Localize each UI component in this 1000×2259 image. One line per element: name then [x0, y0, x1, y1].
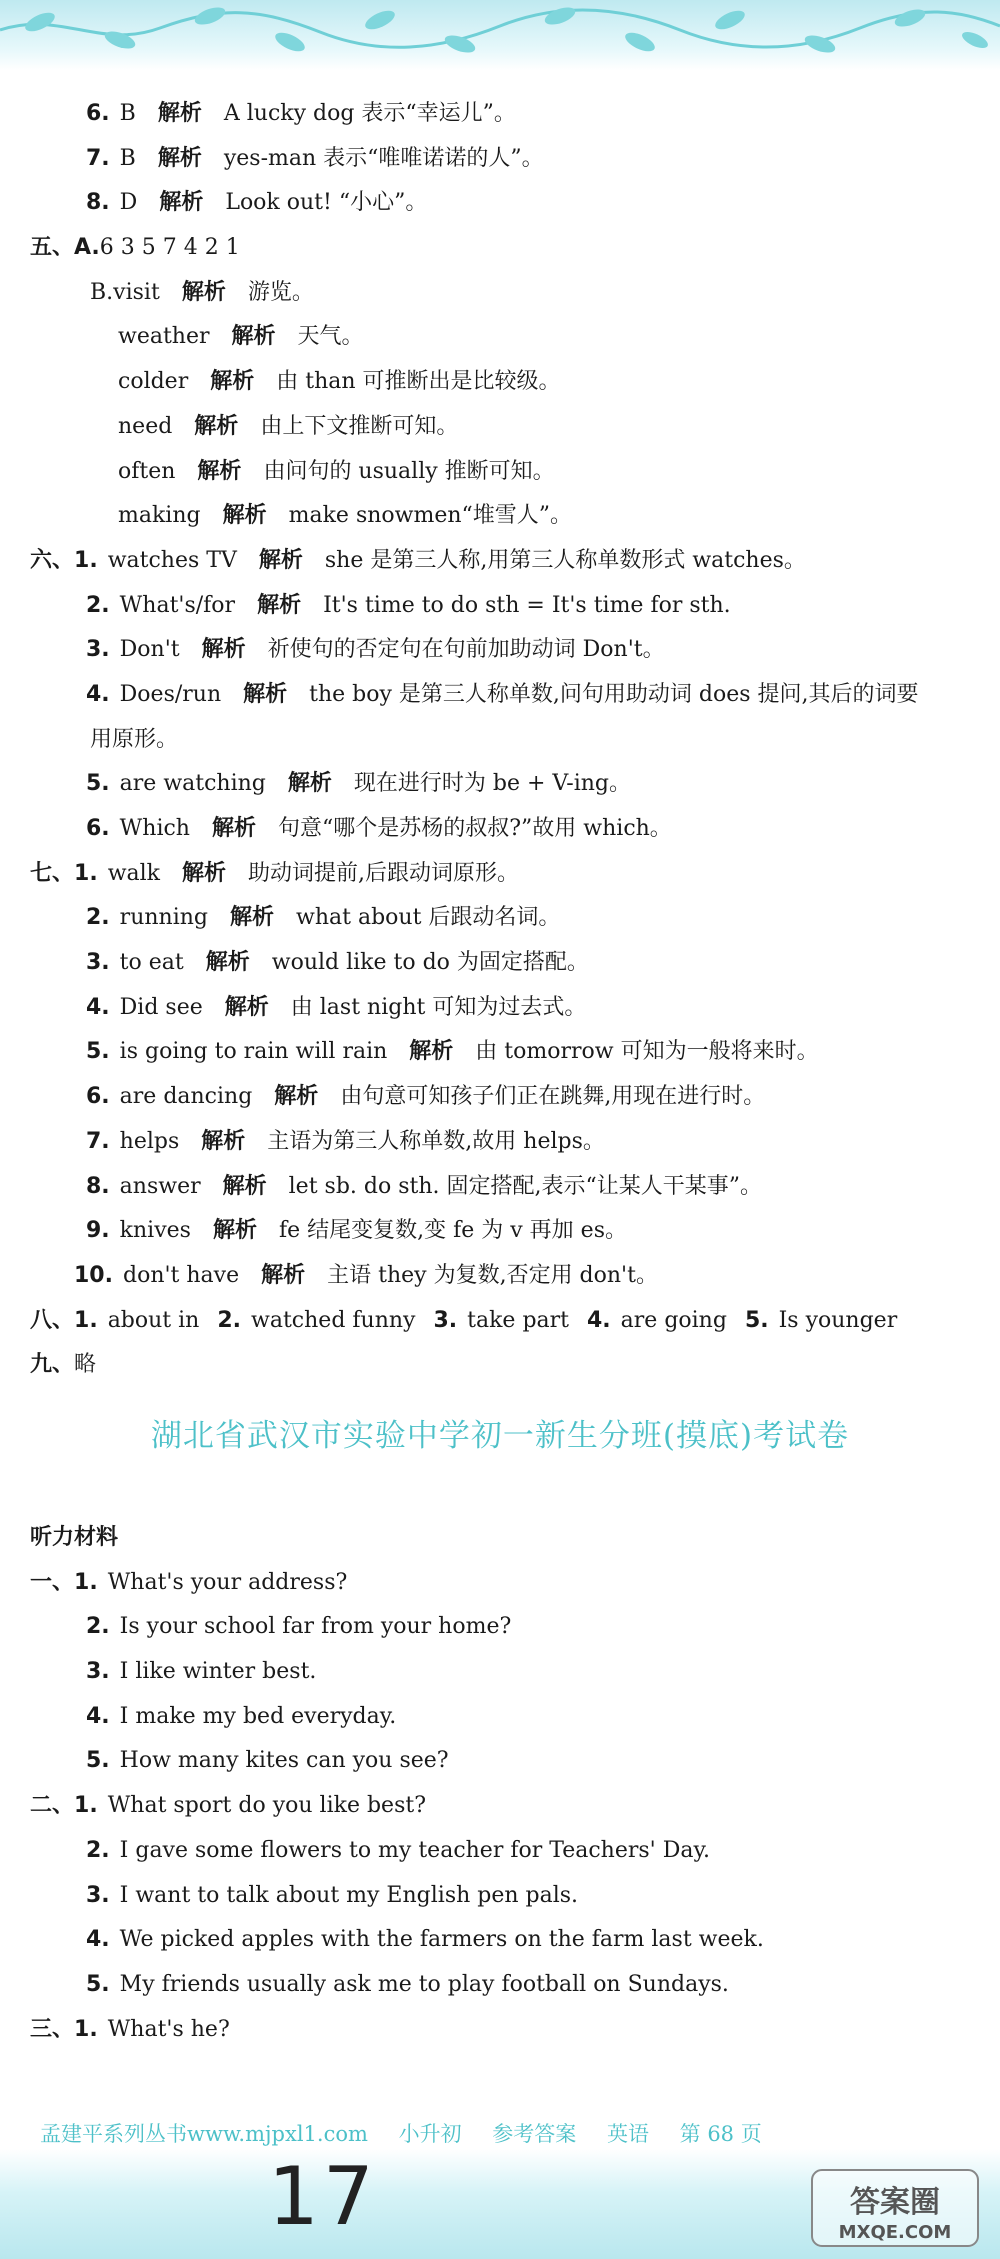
analysis-label: 解析 — [159, 190, 204, 216]
analysis-label: 解析 — [197, 458, 242, 484]
item-number: 3. — [86, 950, 110, 976]
answer: What's/for — [119, 592, 236, 618]
answer-line — [30, 271, 970, 316]
listening-line — [30, 1918, 970, 1963]
analysis-label: 解析 — [222, 503, 267, 529]
listening-sentence: What sport do you like best? — [107, 1793, 426, 1819]
item-number: 7. — [86, 145, 110, 171]
listening-line — [30, 1739, 970, 1784]
answer: need — [118, 413, 173, 439]
watermark-logo-icon — [810, 2168, 980, 2248]
explanation: 用原形。 — [90, 726, 179, 752]
answer: Is younger — [778, 1307, 898, 1333]
analysis-label: 解析 — [261, 1262, 306, 1288]
answer-line — [30, 1120, 970, 1165]
answer-continuation — [30, 718, 970, 763]
exam-title: 湖北省武汉市实验中学初一新生分班(摸底)考试卷 — [150, 1418, 850, 1454]
answer: Does/run — [119, 681, 222, 707]
answer: is going to rain will rain — [119, 1039, 388, 1065]
listening-sentence: My friends usually ask me to play football on Sundays. — [119, 1971, 729, 1997]
footer-subject: 英语 — [606, 2122, 649, 2146]
listening-sentence: I want to talk about my English pen pals. — [119, 1882, 579, 1908]
listening-line — [30, 1784, 970, 1829]
footer-page-number: 第 68 页 — [679, 2122, 762, 2146]
analysis-label: 解析 — [231, 324, 276, 350]
explanation: she 是第三人称,用第三人称单数形式 watches。 — [324, 547, 806, 573]
explanation: what about 后跟动名词。 — [296, 905, 561, 931]
item-number: 1. — [74, 547, 98, 573]
explanation: 由 tomorrow 可知为一般将来时。 — [475, 1039, 819, 1065]
answer: are going — [620, 1307, 727, 1333]
answer-line — [30, 1343, 970, 1388]
item-number: 3. — [86, 637, 110, 663]
answer: answer — [119, 1173, 201, 1199]
item-number: 2. — [86, 905, 110, 931]
analysis-label: 解析 — [257, 592, 302, 618]
listening-line — [30, 1605, 970, 1650]
answer: take part — [467, 1307, 569, 1333]
answer: about in — [107, 1307, 200, 1333]
analysis-label: 解析 — [287, 771, 332, 797]
answer-line — [30, 494, 970, 539]
listening-line — [30, 1695, 970, 1740]
item-number: 1. — [74, 1307, 98, 1333]
answer-line — [30, 1209, 970, 1254]
section-label: 二、 — [30, 1793, 75, 1819]
answer: 6 3 5 7 4 2 1 — [99, 235, 240, 261]
listening-line — [30, 1963, 970, 2008]
answer-line — [30, 539, 970, 584]
explanation: yes-man 表示“唯唯诺诺的人”。 — [223, 145, 544, 171]
section-label: 六、 — [30, 547, 75, 573]
answer-line — [30, 405, 970, 450]
listening-line — [30, 1650, 970, 1695]
item-number: 1. — [74, 860, 98, 886]
item-number: 10. — [74, 1262, 113, 1288]
watermark-url: MXQE.COM — [838, 2222, 952, 2243]
answer: Don't — [119, 637, 180, 663]
listening-sentence: We picked apples with the farmers on the farm last week. — [119, 1927, 764, 1953]
listening-content — [30, 1516, 970, 2052]
analysis-label: 解析 — [157, 145, 202, 171]
item-number: 8. — [86, 1173, 110, 1199]
item-number: 5. — [86, 771, 110, 797]
explanation: 由 last night 可知为过去式。 — [290, 994, 587, 1020]
footer-grade: 小升初 — [398, 2122, 462, 2146]
answer-line — [30, 807, 970, 852]
answer-line — [30, 1299, 970, 1344]
item-number: 3. — [86, 1882, 110, 1908]
explanation: 祈使句的否定句在句前加助动词 Don't。 — [267, 637, 665, 663]
analysis-label: 解析 — [274, 1084, 319, 1110]
item-number: 2. — [86, 592, 110, 618]
explanation: 天气。 — [297, 324, 364, 350]
item-number: 3. — [433, 1307, 458, 1333]
answer-line — [30, 941, 970, 986]
analysis-label: 解析 — [157, 101, 202, 126]
answer: watched funny — [251, 1307, 416, 1333]
analysis-label: 解析 — [222, 1173, 267, 1199]
item-number: 4. — [587, 1307, 611, 1333]
listening-line — [30, 1561, 970, 1606]
answer-line — [30, 315, 970, 360]
item-number: 2. — [86, 1837, 110, 1863]
item-number: 1. — [74, 1569, 98, 1595]
answer-line — [30, 986, 970, 1031]
answer: making — [118, 503, 201, 529]
item-number: 8. — [86, 190, 110, 216]
analysis-label: 解析 — [194, 413, 239, 439]
answer: weather — [118, 324, 210, 350]
explanation: the boy 是第三人称单数,问句用助动词 does 提问,其后的词要 — [309, 681, 919, 707]
listening-sentence: Is your school far from your home? — [119, 1614, 512, 1640]
listening-sentence: How many kites can you see? — [119, 1748, 449, 1774]
answer: Which — [119, 816, 190, 841]
answer-line — [30, 1030, 970, 1075]
item-number: 6. — [86, 1084, 110, 1110]
analysis-label: 解析 — [409, 1039, 454, 1065]
explanation: 现在进行时为 be + V-ing。 — [353, 771, 632, 797]
page-footer — [40, 2118, 960, 2148]
explanation: Look out! “小心”。 — [225, 190, 428, 216]
footer-series: 孟建平系列丛书www.mjpxl1.com — [40, 2122, 368, 2146]
answer-line — [30, 1075, 970, 1120]
answer-content — [30, 92, 970, 1388]
analysis-label: 解析 — [229, 905, 274, 931]
handwritten-page-number: 17 — [268, 2150, 378, 2243]
answer-line — [30, 896, 970, 941]
answer: D — [119, 190, 138, 216]
analysis-label: 解析 — [182, 860, 227, 886]
answer: B — [119, 145, 136, 171]
analysis-label: 解析 — [211, 816, 256, 841]
explanation: A lucky dog 表示“幸运儿”。 — [223, 101, 516, 126]
answer-line — [30, 92, 970, 137]
answer-line — [30, 1254, 970, 1299]
answer: Did see — [119, 994, 203, 1020]
analysis-label: 解析 — [224, 994, 269, 1020]
answer-line — [30, 628, 970, 673]
item-number: 4. — [86, 681, 110, 707]
answer: 略 — [74, 1352, 97, 1378]
explanation: 助动词提前,后跟动词原形。 — [248, 860, 520, 886]
explanation: 由 than 可推断出是比较级。 — [276, 369, 561, 395]
vine-border-icon — [0, 0, 1000, 70]
answer: knives — [119, 1218, 191, 1244]
footer-answer-label: 参考答案 — [492, 2122, 577, 2146]
section-label: 九、 — [30, 1352, 75, 1378]
explanation: 句意“哪个是苏杨的叔叔?”故用 which。 — [278, 816, 672, 841]
answer: to eat — [119, 950, 184, 976]
listening-title: 听力材料 — [30, 1525, 119, 1550]
answer: often — [118, 458, 176, 484]
section-label: 七、 — [30, 860, 75, 886]
answer-line — [30, 181, 970, 226]
listening-sentence: What's he? — [107, 2016, 230, 2042]
listening-sentence: What's your address? — [107, 1569, 348, 1595]
explanation: 由句意可知孩子们正在跳舞,用现在进行时。 — [340, 1084, 766, 1110]
listening-sentence: I gave some flowers to my teacher for Teachers' Day. — [119, 1837, 710, 1863]
answer-line — [30, 584, 970, 629]
explanation: 游览。 — [247, 279, 314, 305]
section-label: 一、 — [30, 1569, 75, 1595]
explanation: 由问句的 usually 推断可知。 — [263, 458, 555, 484]
answer: running — [119, 905, 208, 931]
analysis-label: 解析 — [205, 950, 250, 976]
section-label: 八、 — [30, 1307, 75, 1333]
explanation: make snowmen“堆雪人”。 — [288, 503, 573, 529]
item-number: 6. — [86, 101, 110, 126]
item-number: 1. — [74, 1793, 98, 1819]
listening-line — [30, 1829, 970, 1874]
listening-line — [30, 1874, 970, 1919]
section-heading — [30, 226, 970, 271]
item-number: 3. — [86, 1659, 110, 1685]
part-label: B. — [90, 279, 114, 305]
analysis-label: 解析 — [258, 547, 303, 573]
listening-sentence: I make my bed everyday. — [119, 1703, 397, 1729]
item-number: 4. — [86, 994, 110, 1020]
answer: don't have — [122, 1262, 240, 1288]
analysis-label: 解析 — [210, 369, 255, 395]
item-number: 4. — [86, 1927, 110, 1953]
answer-line — [30, 137, 970, 182]
section-label: 五、A. — [30, 235, 100, 261]
explanation: would like to do 为固定搭配。 — [271, 950, 589, 976]
item-number: 7. — [86, 1128, 110, 1154]
item-number: 5. — [86, 1971, 110, 1997]
answer-line — [30, 360, 970, 405]
answer-line — [30, 673, 970, 718]
analysis-label: 解析 — [201, 1128, 246, 1154]
item-number: 5. — [86, 1748, 110, 1774]
explanation: fe 结尾变复数,变 fe 为 v 再加 es。 — [278, 1218, 627, 1244]
watermark-cn: 答案圈 — [850, 2185, 940, 2220]
analysis-label: 解析 — [201, 637, 246, 663]
answer: are dancing — [119, 1084, 253, 1110]
answer: helps — [119, 1128, 180, 1154]
answer-line — [30, 762, 970, 807]
item-number: 4. — [86, 1703, 110, 1729]
answer-line — [30, 1165, 970, 1210]
listening-sentence: I like winter best. — [119, 1659, 317, 1685]
item-number: 9. — [86, 1218, 110, 1244]
explanation: 主语为第三人称单数,故用 helps。 — [267, 1128, 605, 1154]
answer: are watching — [119, 771, 266, 797]
item-number: 5. — [86, 1039, 110, 1065]
explanation: 主语 they 为复数,否定用 don't。 — [327, 1262, 658, 1288]
answer: colder — [118, 369, 189, 395]
analysis-label: 解析 — [181, 279, 226, 305]
section-label: 三、 — [30, 2016, 75, 2042]
item-number: 6. — [86, 816, 110, 841]
answer: walk — [107, 860, 161, 886]
analysis-label: 解析 — [212, 1218, 257, 1244]
answer: B — [119, 101, 136, 126]
item-number: 2. — [86, 1614, 110, 1640]
explanation: let sb. do sth. 固定搭配,表示“让某人干某事”。 — [288, 1173, 762, 1199]
item-number: 5. — [744, 1307, 769, 1333]
explanation: It's time to do sth = It's time for sth. — [323, 592, 731, 618]
answer-line — [30, 450, 970, 495]
item-number: 2. — [217, 1307, 242, 1333]
analysis-label: 解析 — [243, 681, 288, 707]
answer-line — [30, 852, 970, 897]
item-number: 1. — [74, 2016, 98, 2042]
answer: visit — [113, 279, 160, 305]
listening-line — [30, 2008, 970, 2053]
answer: watches TV — [107, 547, 237, 573]
explanation: 由上下文推断可知。 — [260, 413, 459, 439]
